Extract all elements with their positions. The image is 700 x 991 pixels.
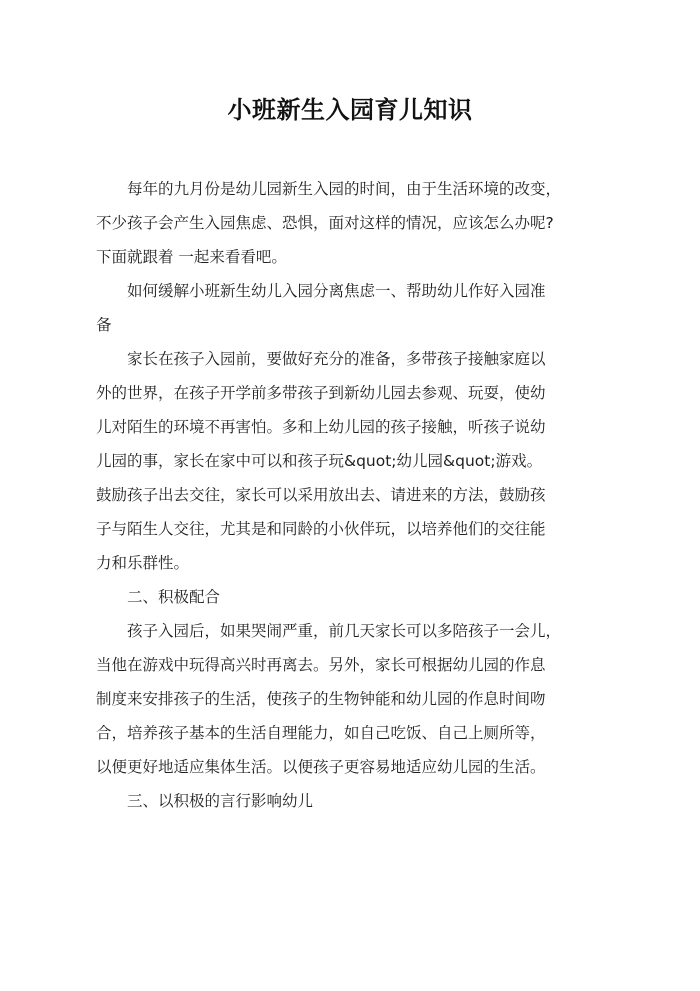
text-line: 家长在孩子入园前，要做好充分的准备，多带孩子接触家庭以 — [127, 350, 546, 368]
text-line: 制度来安排孩子的生活，使孩子的生物钟能和幼儿园的作息时间吻 — [96, 690, 546, 708]
text-line: 孩子入园后，如果哭闹严重，前几天家长可以多陪孩子一会儿， — [127, 622, 562, 640]
section-heading: 二、积极配合 — [127, 588, 221, 606]
text-line: 下面就跟着 一起来看看吧。 — [96, 248, 287, 266]
text-line: 外的世界，在孩子开学前多带孩子到新幼儿园去参观、玩耍，使幼 — [96, 384, 546, 402]
text-line: 以便更好地适应集体生活。以便孩子更容易地适应幼儿园的生活。 — [96, 758, 546, 776]
text-line: 备 — [96, 316, 112, 334]
text-line: 不少孩子会产生入园焦虑、恐惧，面对这样的情况，应该怎么办呢? — [96, 214, 554, 232]
text-line: 如何缓解小班新生幼儿入园分离焦虑一、帮助幼儿作好入园准 — [127, 282, 546, 300]
text-line: 力和乐群性。 — [96, 554, 190, 572]
document-body — [96, 172, 606, 818]
text-line: 合，培养孩子基本的生活自理能力，如自己吃饭、自己上厕所等， — [96, 724, 546, 742]
text-line: 当他在游戏中玩得高兴时再离去。另外，家长可根据幼儿园的作息 — [96, 656, 546, 674]
text-line: 儿对陌生的环境不再害怕。多和上幼儿园的孩子接触，听孩子说幼 — [96, 418, 546, 436]
text-line: 每年的九月份是幼儿园新生入园的时间，由于生活环境的改变， — [127, 180, 562, 198]
text-line: 子与陌生人交往，尤其是和同龄的小伙伴玩，以培养他们的交往能 — [96, 520, 546, 538]
section-heading: 三、以积极的言行影响幼儿 — [127, 792, 314, 810]
document-title: 小班新生入园育儿知识 — [227, 96, 473, 124]
text-line: 鼓励孩子出去交往，家长可以采用放出去、请进来的方法，鼓励孩 — [96, 486, 546, 504]
text-line: 儿园的事，家长在家中可以和孩子玩&quot;幼儿园&quot;游戏。 — [96, 452, 543, 470]
